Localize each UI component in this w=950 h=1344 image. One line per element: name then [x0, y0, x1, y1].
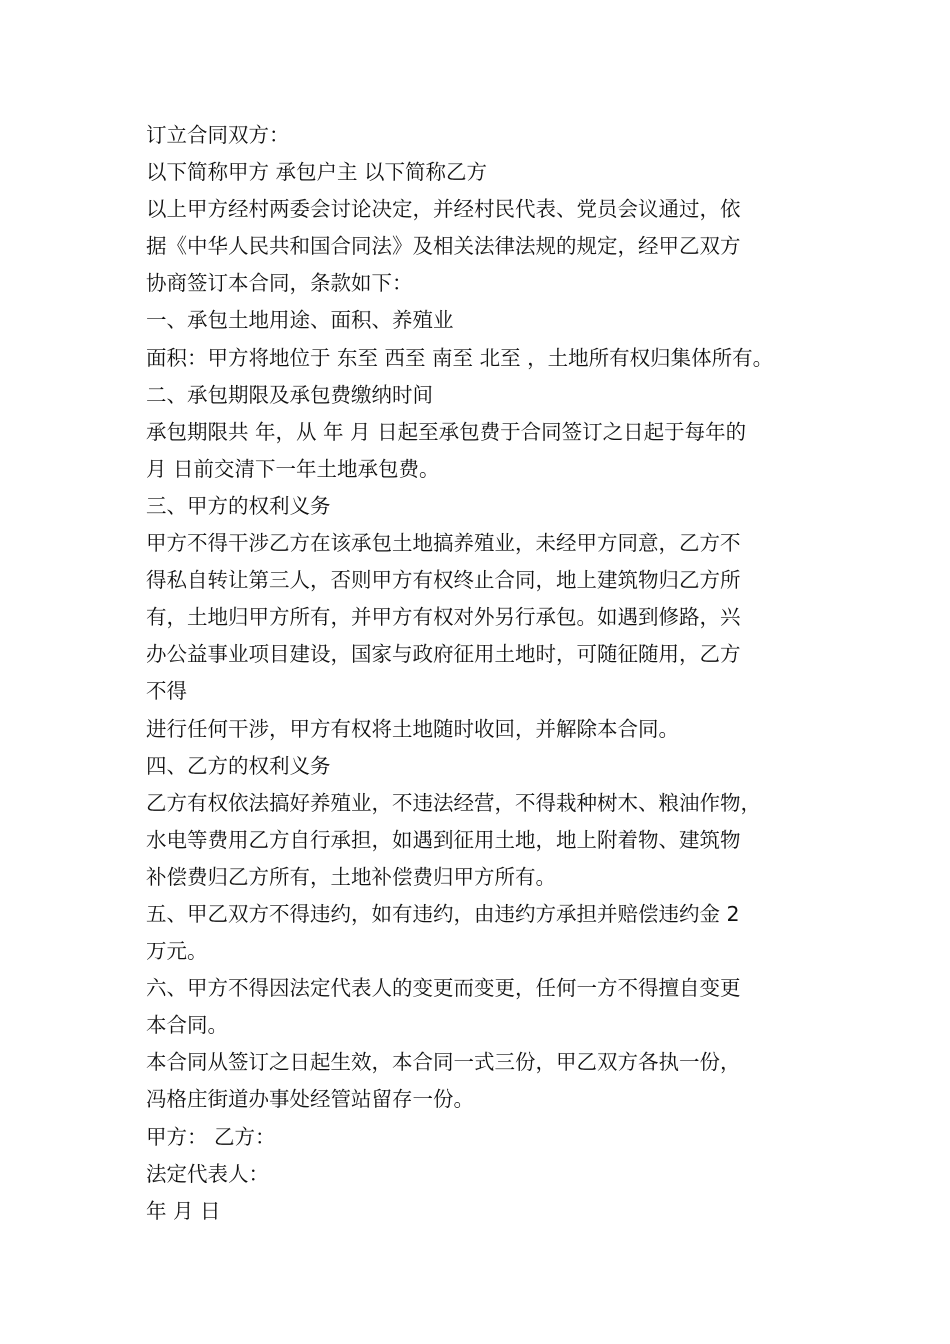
- section-6-text: 本合同。: [146, 1013, 228, 1038]
- section-heading-3: 三、甲方的权利义务: [146, 493, 331, 518]
- section-heading-2: 二、承包期限及承包费缴纳时间: [146, 382, 433, 407]
- preamble-line: 协商签订本合同，条款如下：: [146, 271, 413, 296]
- section-heading-4: 四、乙方的权利义务: [146, 753, 331, 778]
- validity-clause: 冯格庄街道办事处经管站留存一份。: [146, 1087, 474, 1112]
- section-3-text: 不得: [146, 679, 187, 704]
- section-2-text: 承包期限共 年，从 年 月 日起至承包费于合同签订之日起于每年的: [146, 419, 747, 444]
- section-3-text: 得私自转让第三人，否则甲方有权终止合同，地上建筑物归乙方所: [146, 568, 741, 593]
- section-4-text: 水电等费用乙方自行承担，如遇到征用土地，地上附着物、建筑物: [146, 827, 741, 852]
- section-5-text: 万元。: [146, 939, 208, 964]
- preamble-line: 据《中华人民共和国合同法》及相关法律法规的规定，经甲乙双方: [146, 234, 741, 259]
- section-6-text: 六、甲方不得因法定代表人的变更而变更，任何一方不得擅自变更: [146, 976, 741, 1001]
- validity-clause: 本合同从签订之日起生效，本合同一式三份，甲乙双方各执一份，: [146, 1050, 741, 1075]
- signature-parties: 甲方： 乙方：: [146, 1124, 276, 1149]
- preamble-line: 以上甲方经村两委会讨论决定，并经村民代表、党员会议通过，依: [146, 197, 741, 222]
- section-5-text: 五、甲乙双方不得违约，如有违约，由违约方承担并赔偿违约金 2: [146, 901, 740, 926]
- section-2-text: 月 日前交清下一年土地承包费。: [146, 456, 440, 481]
- section-heading-1: 一、承包土地用途、面积、养殖业: [146, 308, 454, 333]
- section-3-text: 办公益事业项目建设，国家与政府征用土地时，可随征随用，乙方: [146, 642, 741, 667]
- section-3-text: 进行任何干涉，甲方有权将土地随时收回，并解除本合同。: [146, 716, 679, 741]
- signature-date: 年 月 日: [146, 1198, 221, 1223]
- contract-parties-heading: 订立合同双方：: [146, 123, 290, 147]
- section-3-text: 甲方不得干涉乙方在该承包土地搞养殖业，未经甲方同意，乙方不: [146, 531, 741, 556]
- party-abbreviation-line: 以下简称甲方 承包户主 以下简称乙方: [146, 160, 488, 185]
- section-4-text: 补偿费归乙方所有，土地补偿费归甲方所有。: [146, 864, 556, 889]
- section-1-text: 面积：甲方将地位于 东至 西至 南至 北至 ，土地所有权归集体所有。: [146, 345, 774, 370]
- contract-body: [146, 117, 826, 1230]
- section-3-text: 有，土地归甲方所有，并甲方有权对外另行承包。如遇到修路，兴: [146, 605, 741, 630]
- section-4-text: 乙方有权依法搞好养殖业，不违法经营，不得栽种树木、粮油作物，: [146, 790, 761, 815]
- legal-representative: 法定代表人：: [146, 1161, 269, 1186]
